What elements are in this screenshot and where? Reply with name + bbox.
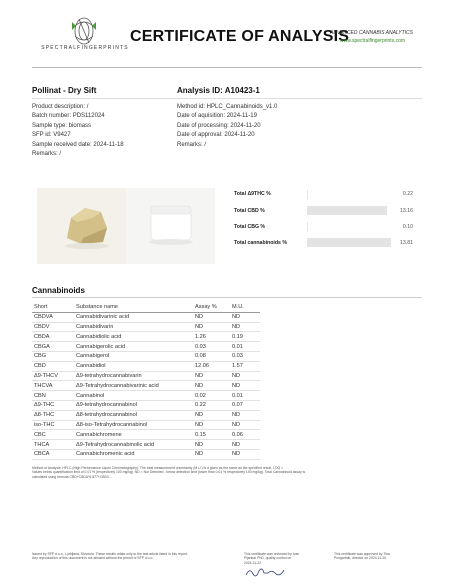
cell-mu: 0.19 <box>230 332 260 342</box>
cell-mu: 0.03 <box>230 351 260 361</box>
cell-mu: ND <box>230 440 260 450</box>
company-tagline: ADVANCED CANNABIS ANALYTICS <box>330 30 413 36</box>
sample-photos <box>37 188 215 264</box>
issued-by-notice <box>32 552 237 561</box>
document-title: CERTIFICATE OF ANALYSIS <box>130 28 350 45</box>
cell-mu: ND <box>230 420 260 430</box>
column-header-substance: Substance name <box>74 303 193 312</box>
header-divider <box>32 67 422 68</box>
cell-short: CBDVA <box>32 312 74 322</box>
issued-line: Any reproduction of this document is not allowed without the permit of SFP d.o.o. <box>32 556 154 561</box>
cannabinoids-table <box>32 303 260 460</box>
total-d9thc-label: Total Δ9THC % <box>234 191 271 197</box>
cell-short: CBDA <box>32 332 74 342</box>
total-cbg-value: 0.10 <box>402 224 413 230</box>
cell-substance: Cannabigerol <box>74 351 193 361</box>
cell-assay: 0.22 <box>193 400 230 410</box>
sample-details-left <box>32 103 124 159</box>
sfp-id: SFP id: V9427 <box>32 132 71 139</box>
table-row <box>32 312 260 322</box>
cell-short: CBC <box>32 430 74 440</box>
cell-short: Δ9-THC <box>32 400 74 410</box>
product-description: Product description: / <box>32 104 89 110</box>
company-website[interactable]: www.spectralfingerprints.com <box>340 38 406 44</box>
total-cannabinoids-value: 13.81 <box>400 240 413 246</box>
reviewed-line: This certificate was reviewed by Ivan <box>244 552 300 556</box>
footnote-line: Values below quantification limit of 0.01 % (respectively 100 mg/kg). ND = Not Detected - below detection limit (lower than 0.01 % respectively 100 mg/kg). Total Cannabinoid assay is <box>32 470 306 475</box>
cell-substance: Cannabidivarin <box>74 322 193 332</box>
total-cbg-fill <box>307 222 308 231</box>
cell-short: CBDV <box>32 322 74 332</box>
cell-mu: 0.01 <box>230 391 260 401</box>
cell-substance: Cannabidiolic acid <box>74 332 193 342</box>
cannabinoids-section-title: Cannabinoids <box>32 286 85 295</box>
cell-short: Δ8-THC <box>32 410 74 420</box>
sample-details-right <box>177 103 277 150</box>
cell-substance: Δ9-Tetrahydrocannabivarinic acid <box>74 381 193 391</box>
cell-substance: Cannabichromenic acid <box>74 449 193 459</box>
total-cbg-label: Total CBG % <box>234 224 266 230</box>
cell-short: CBCA <box>32 449 74 459</box>
cell-assay: 1.26 <box>193 332 230 342</box>
reviewed-by-notice <box>244 552 319 565</box>
cell-substance: Cannabidivarinic acid <box>74 312 193 322</box>
cell-substance: Δ8-tetrahydrocannabinol <box>74 410 193 420</box>
reviewed-line: Pljankar PhD, quality control on <box>244 556 292 561</box>
cell-assay: ND <box>193 440 230 450</box>
cell-short: THCVA <box>32 381 74 391</box>
cell-substance: Δ8-iso-Tetrahydrocannabinol <box>74 420 193 430</box>
cell-assay: 0.02 <box>193 391 230 401</box>
cell-mu: ND <box>230 449 260 459</box>
cell-mu: 0.07 <box>230 400 260 410</box>
date-of-acquisition: Date of aquisition: 2024-11-19 <box>177 113 257 120</box>
total-cbd-value: 13.16 <box>400 208 413 214</box>
cell-mu: ND <box>230 322 260 332</box>
cell-short: CBG <box>32 351 74 361</box>
sample-name: Pollinat - Dry Sift <box>32 86 97 95</box>
footnote-line: calculated using formula CBD+CBDA*0.877+CBDV... <box>32 474 112 479</box>
table-row <box>32 430 260 440</box>
cell-substance: Cannabinol <box>74 391 193 401</box>
cell-assay: 12.06 <box>193 361 230 371</box>
cell-mu: ND <box>230 381 260 391</box>
sample-jar-image <box>126 188 215 264</box>
table-row <box>32 400 260 410</box>
approved-by-notice <box>334 552 422 561</box>
cell-substance: Cannabichromene <box>74 430 193 440</box>
total-cbd-label: Total CBD % <box>234 208 265 214</box>
cell-short: iso-THC <box>32 420 74 430</box>
cell-assay: 0.15 <box>193 430 230 440</box>
issued-line: Issued by SFP d.o.o., Ljubljana, Slovenia. These results relate only to the test article listed in this report. <box>32 552 188 556</box>
cell-assay: 0.08 <box>193 351 230 361</box>
cell-substance: Δ9-tetrahydrocannabivarin <box>74 371 193 381</box>
table-row <box>32 371 260 381</box>
table-row <box>32 342 260 352</box>
cell-short: Δ9-THCV <box>32 371 74 381</box>
method-id: Method id: HPLC_Cannabinoids_v1.0 <box>177 104 278 110</box>
section-divider <box>32 297 422 298</box>
remarks-right: Remarks: / <box>177 141 207 148</box>
date-of-approval: Date of approval: 2024-11-20 <box>177 132 255 139</box>
method-footnote <box>32 466 422 479</box>
cell-mu: 1.57 <box>230 361 260 371</box>
column-header-short: Short <box>32 303 74 312</box>
cell-mu: 0.01 <box>230 342 260 352</box>
sample-received-date: Sample received date: 2024-11-18 <box>32 141 124 148</box>
logo-wordmark: SPECTRALFINGERPRINTS <box>41 45 129 51</box>
footnote-line: Method of Analysis: HPLC (High Performance Liquid Chromatography). The total measurement uncertainty (M.U.) is a given as the same as the specified result. LOQ = <box>32 466 284 470</box>
cell-substance: Δ9-Tetrahydrocannabinolic acid <box>74 440 193 450</box>
table-row <box>32 332 260 342</box>
table-header-row <box>32 303 260 312</box>
cell-substance: Δ9-tetrahydrocannabinol <box>74 400 193 410</box>
column-header-mu: M.U. <box>230 303 260 312</box>
cell-short: CBD <box>32 361 74 371</box>
table-row <box>32 420 260 430</box>
total-d9thc-value: 0.22 <box>402 191 413 197</box>
cell-short: CBGA <box>32 342 74 352</box>
cell-assay: ND <box>193 410 230 420</box>
cell-assay: ND <box>193 449 230 459</box>
cell-assay: ND <box>193 322 230 332</box>
cell-assay: ND <box>193 381 230 391</box>
cell-substance: Cannabigerolic acid <box>74 342 193 352</box>
table-row <box>32 351 260 361</box>
remarks-left: Remarks: / <box>32 151 62 158</box>
cell-assay: 0.03 <box>193 342 230 352</box>
reviewer-signature <box>244 565 294 579</box>
table-row <box>32 410 260 420</box>
column-header-assay: Assay % <box>193 303 230 312</box>
total-d9thc-fill <box>307 190 308 199</box>
table-row <box>32 381 260 391</box>
analysis-id: Analysis ID: A10423-1 <box>177 86 260 95</box>
cell-mu: ND <box>230 410 260 420</box>
total-cannabinoids-label: Total cannabinoids % <box>234 240 287 246</box>
table-row <box>32 322 260 332</box>
sample-type: Sample type: biomass <box>32 122 92 129</box>
cell-assay: ND <box>193 312 230 322</box>
date-of-processing: Date of processing: 2024-11-20 <box>177 122 261 129</box>
cell-short: THCA <box>32 440 74 450</box>
cell-short: CBN <box>32 391 74 401</box>
cell-substance: Cannabidiol <box>74 361 193 371</box>
cell-assay: ND <box>193 371 230 381</box>
table-row <box>32 361 260 371</box>
dry-sift-sample-image <box>37 188 126 264</box>
batch-number: Batch number: PDS112024 <box>32 113 105 120</box>
info-divider <box>32 98 422 99</box>
approved-line: This certificate was approved by Tina <box>334 552 390 556</box>
table-row <box>32 391 260 401</box>
cell-mu: ND <box>230 371 260 381</box>
cell-mu: ND <box>230 312 260 322</box>
cell-assay: ND <box>193 420 230 430</box>
cell-mu: 0.06 <box>230 430 260 440</box>
table-row <box>32 449 260 459</box>
approved-line: Pungartnik, director on 2024-11-20. <box>334 556 388 561</box>
reviewed-line: 2024-11-22. <box>244 560 263 565</box>
table-row <box>32 440 260 450</box>
